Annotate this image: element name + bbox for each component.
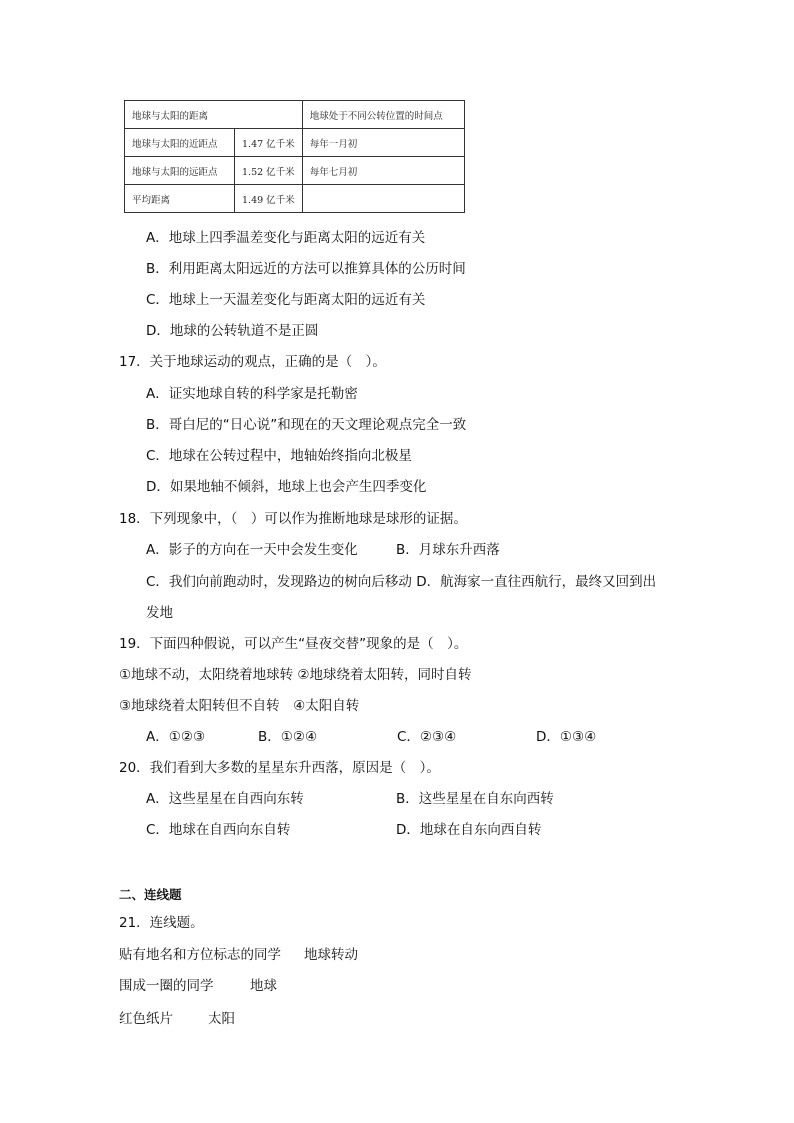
q17-stem: 17．关于地球运动的观点，正确的是（ ）。 <box>119 354 386 370</box>
q19-option-a: A．①②③ <box>146 729 206 745</box>
table-row <box>125 101 465 129</box>
q19-stem: 19．下面四种假说，可以产生“昼夜交替”现象的是（ ）。 <box>119 636 468 652</box>
q21-stem: 21．连线题。 <box>119 915 204 931</box>
q17-option-b: B．哥白尼的“日心说”和现在的天文理论观点完全一致 <box>146 417 467 433</box>
table-cell-time: 每年一月初 <box>302 129 464 157</box>
matching-left-item: 贴有地名和方位标志的同学 <box>119 947 281 963</box>
q18-option-a: A．影子的方向在一天中会发生变化 <box>146 542 358 558</box>
table-row <box>125 129 465 157</box>
table-cell-value: 1.49 亿千米 <box>235 185 303 213</box>
q20-option-a: A．这些星星在自西向东转 <box>146 791 304 807</box>
table-row <box>125 185 465 213</box>
table-header-distance: 地球与太阳的距离 <box>125 101 303 129</box>
q19-hypotheses-2: ③地球绕着太阳转但不自转 ④太阳自转 <box>119 698 360 714</box>
q17-option-a: A．证实地球自转的科学家是托勒密 <box>146 386 358 402</box>
q18-stem: 18．下列现象中，（ ）可以作为推断地球是球形的证据。 <box>119 511 467 527</box>
q20-option-b: B．这些星星在自东向西转 <box>396 791 554 807</box>
q20-option-d: D．地球在自东向西自转 <box>396 822 542 838</box>
q16-option-c: C．地球上一天温差变化与距离太阳的远近有关 <box>146 292 426 308</box>
q19-hypotheses-1: ①地球不动，太阳绕着地球转 ②地球绕着太阳转，同时自转 <box>119 667 472 683</box>
q18-option-cd: C．我们向前跑动时，发现路边的树向后移动 D．航海家一直往西航行，最终又回到出 <box>146 574 657 590</box>
q16-option-d: D．地球的公转轨道不是正圆 <box>146 323 319 339</box>
earth-sun-distance-table <box>124 100 465 213</box>
table-cell-label: 地球与太阳的远距点 <box>125 157 235 185</box>
matching-right-item: 太阳 <box>208 1011 235 1027</box>
table-cell-time: 每年七月初 <box>302 157 464 185</box>
q18-option-d-continued: 发地 <box>146 605 173 621</box>
q19-option-c: C．②③④ <box>397 729 457 745</box>
q20-option-c: C．地球在自西向东自转 <box>146 822 291 838</box>
table-cell-time <box>302 185 464 213</box>
table-cell-value: 1.47 亿千米 <box>235 129 303 157</box>
q19-option-b: B．①②④ <box>258 729 318 745</box>
q17-option-d: D．如果地轴不倾斜，地球上也会产生四季变化 <box>146 479 427 495</box>
q20-stem: 20．我们看到大多数的星星东升西落，原因是（ ）。 <box>119 760 440 776</box>
matching-right-item: 地球 <box>250 978 277 994</box>
matching-left-item: 围成一圈的同学 <box>119 978 214 994</box>
matching-left-item: 红色纸片 <box>119 1011 173 1027</box>
q18-option-b: B．月球东升西落 <box>396 542 500 558</box>
q16-option-b: B．利用距离太阳远近的方法可以推算具体的公历时间 <box>146 261 466 277</box>
table-cell-label: 平均距离 <box>125 185 235 213</box>
q16-option-a: A．地球上四季温差变化与距离太阳的远近有关 <box>146 230 426 246</box>
matching-right-item: 地球转动 <box>304 947 358 963</box>
table-cell-value: 1.52 亿千米 <box>235 157 303 185</box>
q19-option-d: D．①③④ <box>536 729 597 745</box>
table-row <box>125 157 465 185</box>
table-header-time: 地球处于不同公转位置的时间点 <box>302 101 464 129</box>
table-cell-label: 地球与太阳的近距点 <box>125 129 235 157</box>
q17-option-c: C．地球在公转过程中，地轴始终指向北极星 <box>146 448 412 464</box>
section-title: 二、连线题 <box>119 887 182 902</box>
